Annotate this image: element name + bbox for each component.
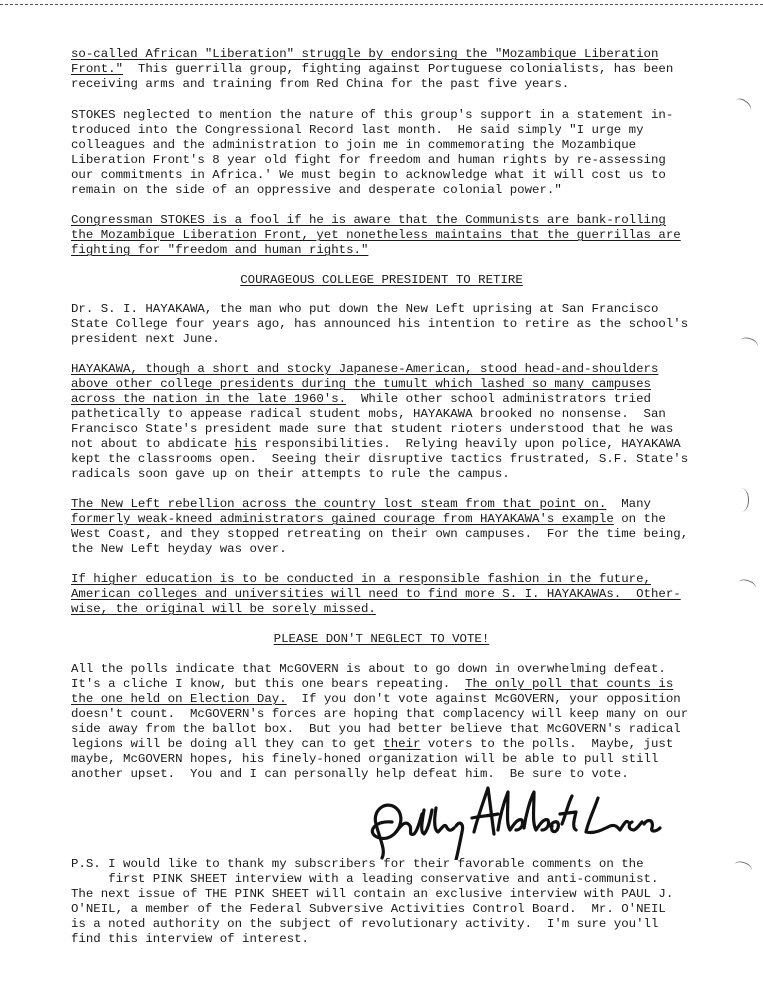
- paragraph-polls: [71, 662, 701, 782]
- text-line: Front.": [71, 62, 124, 76]
- text-line: responsibilities. Relying heavily upon police, HAYAKAWA: [256, 437, 681, 451]
- text-line: State College four years ago, has announced his intention to retire as the school's: [71, 317, 689, 331]
- paragraph-mozambique-front: [71, 47, 701, 92]
- text-line: Francisco State's president made sure that student rioters understood that he was: [71, 422, 674, 436]
- margin-mark: [734, 488, 749, 512]
- text-line: All the polls indicate that McGOVERN is about to go down in overwhelming defeat.: [71, 662, 666, 676]
- text-line: on the: [613, 512, 666, 526]
- text-line: While other school administrators tried: [346, 392, 651, 406]
- text-line: legions will be doing all they can to get: [71, 737, 384, 751]
- margin-mark: [733, 859, 754, 875]
- paragraph-stokes-fool: [71, 213, 701, 258]
- text-line: STOKES neglected to mention the nature of this group's support in a statement in-: [71, 108, 674, 122]
- text-line: find this interview of interest.: [71, 932, 309, 946]
- text-line: The next issue of THE PINK SHEET will contain an exclusive interview with PAUL J.: [71, 887, 674, 901]
- text-line: his: [234, 437, 257, 451]
- text-line: If you don't vote against McGOVERN, your opposition: [286, 692, 681, 706]
- text-line: Other-: [621, 587, 681, 601]
- text-line: American colleges and universities will need to find more S. I. HAYAKAWAs.: [71, 587, 622, 601]
- heading-text: COURAGEOUS COLLEGE PRESIDENT TO RETIRE: [240, 273, 523, 287]
- text-line: It's a cliche I know, but this one bears repeating.: [71, 677, 466, 691]
- text-line: This guerrilla group, fighting against Portuguese colonialists, has been: [123, 62, 674, 76]
- margin-mark: [739, 335, 760, 351]
- text-line: not about to abdicate: [71, 437, 235, 451]
- text-line: so-called African "Liberation" struggle by endorsing the "Mozambique Liberation: [71, 47, 659, 61]
- text-line: fighting for "freedom and human rights.": [71, 243, 369, 257]
- text-line: first PINK SHEET interview with a leading conservative and anti-communist.: [71, 872, 659, 886]
- text-line: Liberation Front's 8 year old fight for freedom and human rights by re-assessing: [71, 153, 666, 167]
- text-line: West Coast, and they stopped retreating on their own campuses. For the time being,: [71, 527, 689, 541]
- text-line: another upset. You and I can personally help defeat him. Be sure to vote.: [71, 767, 629, 781]
- text-line: voters to the polls. Maybe, just: [420, 737, 674, 751]
- text-line: receiving arms and training from Red China for the past five years.: [71, 77, 570, 91]
- text-line: across the nation in the late 1960's.: [71, 392, 347, 406]
- text-line: side away from the ballot box. But you had better believe that McGOVERN's radical: [71, 722, 681, 736]
- text-line: colleagues and the administration to join me in commemorating the Mozambique: [71, 138, 637, 152]
- paragraph-hayakawa-stood: [71, 362, 701, 482]
- handwritten-signature: [362, 780, 662, 860]
- text-line: formerly weak-kneed administrators gained courage from HAYAKAWA's example: [71, 512, 614, 526]
- text-line: Many: [606, 497, 651, 511]
- text-line: remain on the side of an oppressive and desperate colonial power.": [71, 183, 562, 197]
- paragraph-stokes-statement: [71, 108, 701, 198]
- margin-mark: [737, 577, 758, 593]
- paragraph-higher-education: [71, 572, 701, 617]
- top-perforation-line: [0, 4, 763, 5]
- text-line: Dr. S. I. HAYAKAWA, the man who put down the New Left uprising at San Francisco: [71, 302, 659, 316]
- text-line: P.S. I would like to thank my subscribers for their favorable comments on the: [71, 857, 644, 871]
- text-line: the New Left heyday was over.: [71, 542, 287, 556]
- text-line: O'NEIL, a member of the Federal Subversive Activities Control Board. Mr. O'NEIL: [71, 902, 666, 916]
- postscript: [71, 857, 701, 947]
- text-line: the one held on Election Day.: [71, 692, 287, 706]
- text-line: the Mozambique Liberation Front, yet nonetheless maintains that the guerrillas are: [71, 228, 681, 242]
- text-line: doesn't count. McGOVERN's forces are hoping that complacency will keep many on our: [71, 707, 689, 721]
- text-line: is a noted authority on the subject of revolutionary activity. I'm sure you'll: [71, 917, 659, 931]
- paragraph-new-left-rebellion: [71, 497, 701, 557]
- paragraph-hayakawa-retire: [71, 302, 701, 347]
- text-line: president next June.: [71, 332, 220, 346]
- text-line: The only poll that counts is: [465, 677, 674, 691]
- text-line: kept the classrooms open. Seeing their disruptive tactics frustrated, S.F. State's: [71, 452, 689, 466]
- margin-mark: [732, 96, 753, 115]
- text-line: The New Left rebellion across the country lost steam from that point on.: [71, 497, 607, 511]
- section-heading-college-president: [0, 273, 763, 288]
- text-line: If higher education is to be conducted in a responsible fashion in the future,: [71, 572, 651, 586]
- text-line: our commitments in Africa.' We must begin to acknowledge what it will cost us to: [71, 168, 666, 182]
- heading-text: PLEASE DON'T NEGLECT TO VOTE!: [273, 632, 490, 646]
- text-line: HAYAKAWA, though a short and stocky Japanese-American, stood head-and-shoulders: [71, 362, 659, 376]
- text-line: wise, the original will be sorely missed.: [71, 602, 376, 616]
- section-heading-vote: [0, 632, 763, 647]
- text-line: their: [383, 737, 421, 751]
- text-line: radicals soon gave up on their attempts to rule the campus.: [71, 467, 510, 481]
- text-line: maybe, McGOVERN hopes, his finely-honed organization will be able to pull still: [71, 752, 659, 766]
- text-line: above other college presidents during the tumult which lashed so many campuses: [71, 377, 651, 391]
- text-line: pathetically to appease radical student mobs, HAYAKAWA brooked no nonsense. San: [71, 407, 666, 421]
- text-line: troduced into the Congressional Record last month. He said simply "I urge my: [71, 123, 644, 137]
- text-line: Congressman STOKES is a fool if he is aware that the Communists are bank-rolling: [71, 213, 666, 227]
